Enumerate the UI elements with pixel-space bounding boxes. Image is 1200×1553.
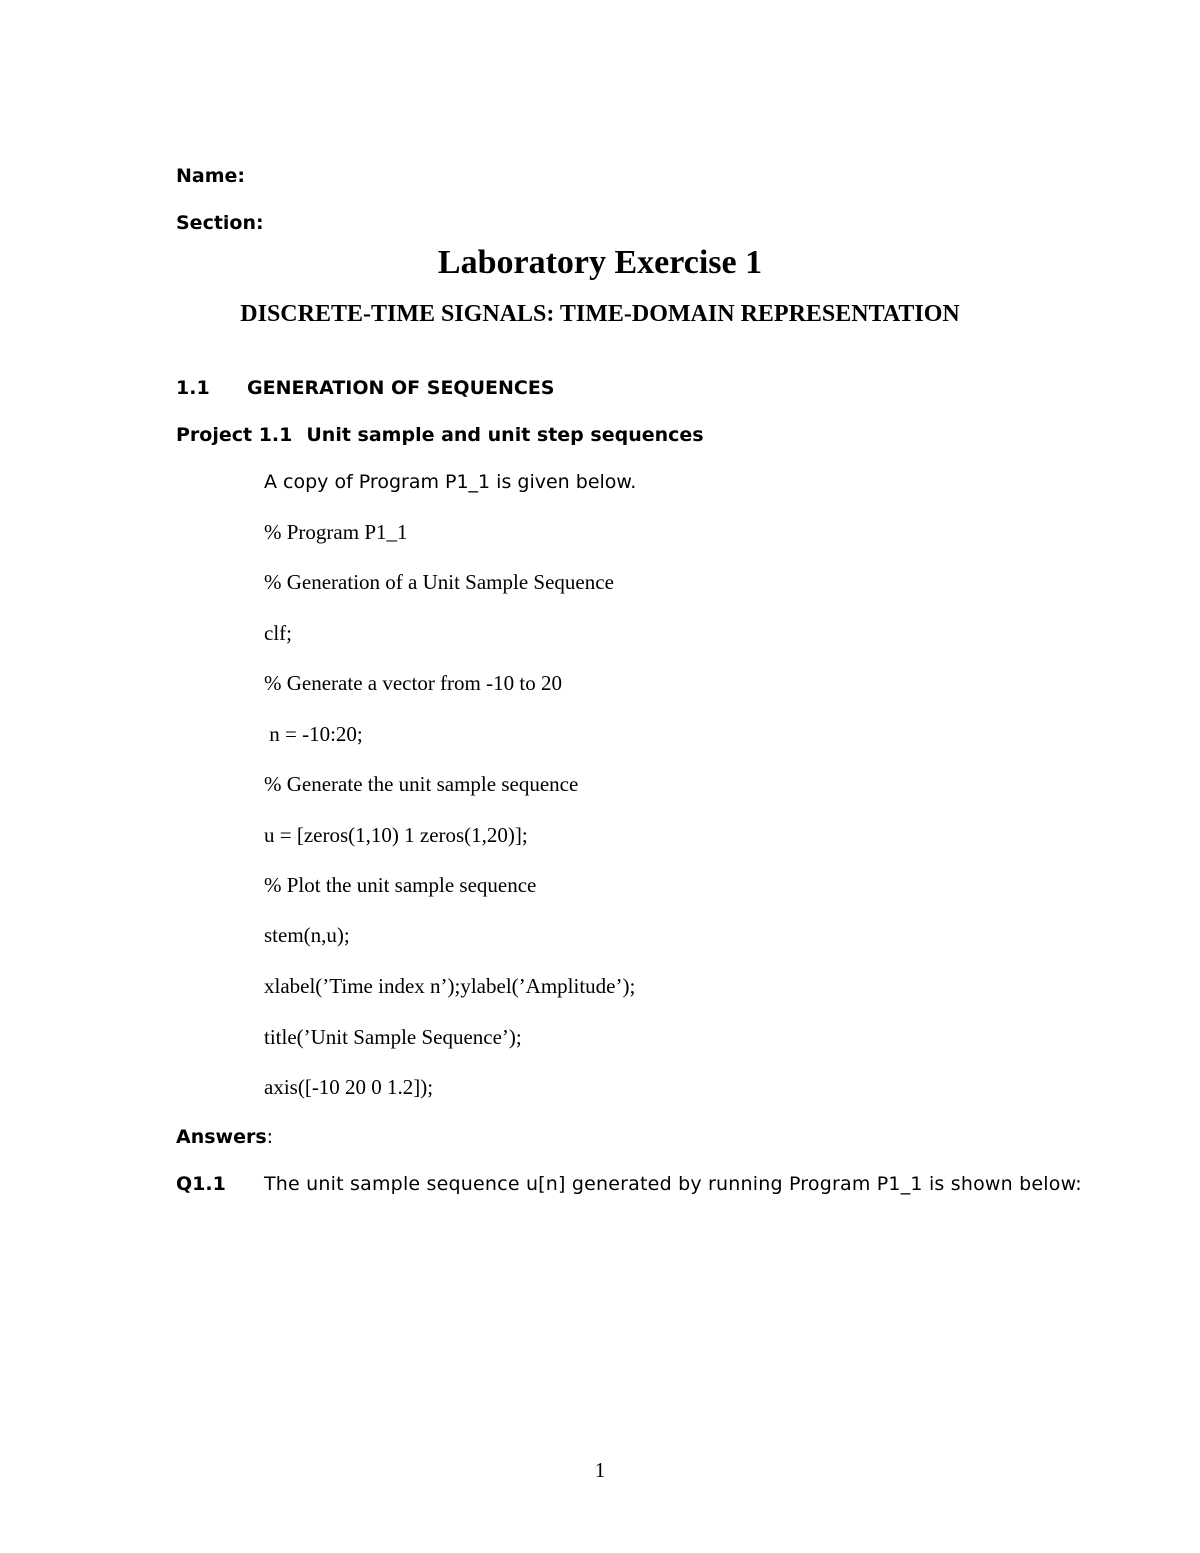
page-title: Laboratory Exercise 1 xyxy=(437,244,763,281)
project-label: Project 1.1 xyxy=(176,424,293,446)
project-title: Unit sample and unit step sequences xyxy=(306,424,704,446)
answers-colon: : xyxy=(266,1126,274,1148)
code-line: title(’Unit Sample Sequence’); xyxy=(264,1025,522,1049)
code-line: xlabel(’Time index n’);ylabel(’Amplitude’); xyxy=(264,974,636,998)
page-subtitle: DISCRETE-TIME SIGNALS: TIME-DOMAIN REPRESENTATION xyxy=(240,301,960,327)
section-heading xyxy=(176,377,555,399)
question-number: Q1.1 xyxy=(176,1173,226,1195)
code-line: stem(n,u); xyxy=(264,923,350,947)
name-label: Name: xyxy=(176,165,246,187)
code-line: % Program P1_1 xyxy=(264,520,408,544)
code-line: % Plot the unit sample sequence xyxy=(264,873,537,897)
code-line: n = -10:20; xyxy=(264,722,363,746)
page-number: 1 xyxy=(594,1458,606,1482)
code-line: % Generate the unit sample sequence xyxy=(264,772,579,796)
code-line: axis([-10 20 0 1.2]); xyxy=(264,1075,434,1099)
code-line: u = [zeros(1,10) 1 zeros(1,20)]; xyxy=(264,823,528,847)
section-title: GENERATION OF SEQUENCES xyxy=(247,377,555,399)
project-heading xyxy=(176,424,704,446)
code-line: % Generate a vector from -10 to 20 xyxy=(264,671,562,695)
answers-label-text: Answers xyxy=(176,1126,267,1148)
code-line: % Generation of a Unit Sample Sequence xyxy=(264,570,614,594)
intro-text: A copy of Program P1_1 is given below. xyxy=(264,471,637,493)
answers-label xyxy=(176,1126,273,1148)
section-label: Section: xyxy=(176,212,264,234)
code-line: clf; xyxy=(264,621,292,645)
question-text: The unit sample sequence u[n] generated by running Program P1_1 is shown below: xyxy=(264,1173,1082,1195)
section-number: 1.1 xyxy=(176,377,210,399)
